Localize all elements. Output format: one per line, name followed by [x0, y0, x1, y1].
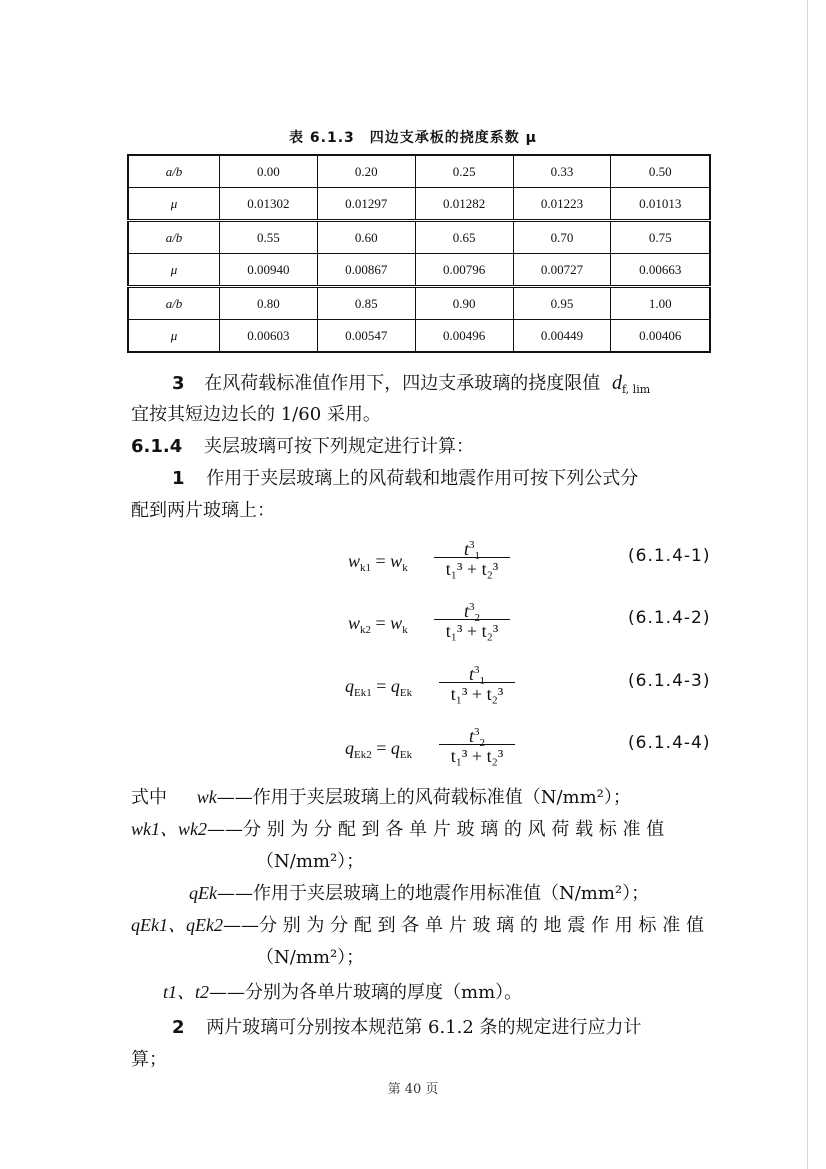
equation-number: (6.1.4-3) — [628, 671, 711, 691]
definition-unit: （N/mm²）； — [256, 851, 365, 872]
table-cell: 0.65 — [415, 221, 513, 254]
definition-text: ——分 别 为 分 配 到 各 单 片 玻 璃 的 地 震 作 用 标 准 值 — [222, 915, 704, 936]
row-header-ab: a/b — [128, 155, 220, 188]
equation-lhs: $w_{k1} = w_k$ — [348, 551, 408, 574]
definition-text: ——作用于夹层玻璃上的地震作用标准值（N/mm²）； — [216, 883, 650, 904]
equation-lhs: $q_{Ek2} = q_{Ek}$ — [345, 738, 413, 761]
symbol-wk: wk — [196, 787, 217, 807]
table-cell: 0.00603 — [220, 320, 318, 353]
deflection-coefficient-table — [127, 154, 711, 353]
equation-fraction: $t^3_1$ t₁³ + t₂³ — [432, 533, 512, 580]
row-header-ab: a/b — [128, 221, 220, 254]
table-cell: 0.00449 — [513, 320, 611, 353]
table-cell: 0.01282 — [415, 188, 513, 221]
equation-fraction: $t^3_2$ t₁³ + t₂³ — [432, 595, 512, 642]
definition-text: ——分别为各单片玻璃的厚度（mm）。 — [209, 982, 523, 1003]
table-cell: 0.00663 — [611, 254, 710, 287]
deflection-limit-subscript: f, lim — [622, 383, 651, 396]
equation-lhs: $w_{k2} = w_k$ — [348, 613, 408, 636]
table-cell: 0.55 — [220, 221, 318, 254]
table-cell: 0.95 — [513, 287, 611, 320]
symbol-qek: qEk — [189, 883, 217, 903]
table-cell: 0.01223 — [513, 188, 611, 221]
equation-number: (6.1.4-1) — [628, 546, 711, 566]
equation-number: (6.1.4-4) — [628, 733, 711, 753]
table-cell: 0.00547 — [317, 320, 415, 353]
table-cell: 0.00727 — [513, 254, 611, 287]
item-number: 1 — [172, 468, 185, 489]
equation-number: (6.1.4-2) — [628, 608, 711, 628]
symbol-wk1-wk2: wk1、wk2 — [131, 819, 207, 839]
table-cell: 0.50 — [611, 155, 710, 188]
equation-lhs: $q_{Ek1} = q_{Ek}$ — [345, 676, 413, 699]
table-cell: 0.20 — [317, 155, 415, 188]
definition-lead: 式中 — [131, 787, 167, 808]
table-cell: 0.85 — [317, 287, 415, 320]
clause-3-line-2: 宜按其短边边长的 1/60 采用。 — [131, 404, 381, 425]
definition-qek — [189, 879, 649, 905]
table-row — [128, 155, 710, 188]
definition-wk1-wk2 — [131, 815, 664, 841]
item-text: 作用于夹层玻璃上的风荷载和地震作用可按下列公式分 — [206, 468, 639, 489]
table-row — [128, 188, 710, 221]
table-cell: 0.90 — [415, 287, 513, 320]
table-cell: 0.70 — [513, 221, 611, 254]
table-row — [128, 221, 710, 254]
page-number: 第 40 页 — [387, 1082, 439, 1097]
clause-3-line-1 — [172, 369, 650, 396]
item-1-line-2: 配到两片玻璃上： — [131, 500, 275, 521]
table-cell: 0.01297 — [317, 188, 415, 221]
table-cell: 1.00 — [611, 287, 710, 320]
table-row — [128, 287, 710, 320]
equation-fraction: $t^3_1$ t₁³ + t₂³ — [437, 658, 517, 705]
item-1-line-1 — [172, 464, 638, 490]
table-row — [128, 320, 710, 353]
table-cell: 0.80 — [220, 287, 318, 320]
item-2-line-1 — [172, 1013, 642, 1039]
table-row — [128, 254, 710, 287]
row-header-mu: μ — [128, 254, 220, 287]
item-2-line-2: 算； — [131, 1049, 167, 1070]
item-number: 2 — [172, 1017, 185, 1038]
item-text: 两片玻璃可分别按本规范第 6.1.2 条的规定进行应力计 — [206, 1017, 642, 1038]
clause-text: 在风荷载标准值作用下，四边支承玻璃的挠度限值 — [204, 373, 601, 394]
definition-text: ——分 别 为 分 配 到 各 单 片 玻 璃 的 风 荷 载 标 准 值 — [207, 819, 665, 840]
table-cell: 0.00940 — [220, 254, 318, 287]
table-caption: 表 6.1.3 四边支承板的挠度系数 μ — [289, 130, 537, 146]
section-title: 夹层玻璃可按下列规定进行计算： — [203, 436, 474, 457]
table-cell: 0.01013 — [611, 188, 710, 221]
table-cell: 0.25 — [415, 155, 513, 188]
clause-number: 3 — [172, 373, 185, 394]
definition-text: ——作用于夹层玻璃上的风荷载标准值（N/mm²）； — [216, 787, 631, 808]
definition-t1-t2 — [163, 978, 522, 1004]
table-cell: 0.00406 — [611, 320, 710, 353]
table-cell: 0.75 — [611, 221, 710, 254]
symbol-qek1-qek2: qEk1、qEk2 — [131, 915, 223, 935]
table-cell: 0.00796 — [415, 254, 513, 287]
symbol-t1-t2: t1、t2 — [163, 982, 210, 1002]
row-header-mu: μ — [128, 320, 220, 353]
deflection-limit-symbol: d — [612, 372, 622, 394]
row-header-ab: a/b — [128, 287, 220, 320]
table-cell: 0.00496 — [415, 320, 513, 353]
row-header-mu: μ — [128, 188, 220, 221]
definition-wk — [131, 783, 631, 809]
definition-qek1-qek2 — [131, 911, 704, 937]
section-heading — [131, 432, 474, 458]
definition-unit: （N/mm²）； — [256, 947, 365, 968]
table-cell: 0.00867 — [317, 254, 415, 287]
table-cell: 0.60 — [317, 221, 415, 254]
page-edge-line — [807, 0, 808, 1169]
section-number: 6.1.4 — [131, 436, 183, 457]
equation-fraction: $t^3_2$ t₁³ + t₂³ — [437, 720, 517, 767]
table-cell: 0.01302 — [220, 188, 318, 221]
table-cell: 0.33 — [513, 155, 611, 188]
table-cell: 0.00 — [220, 155, 318, 188]
